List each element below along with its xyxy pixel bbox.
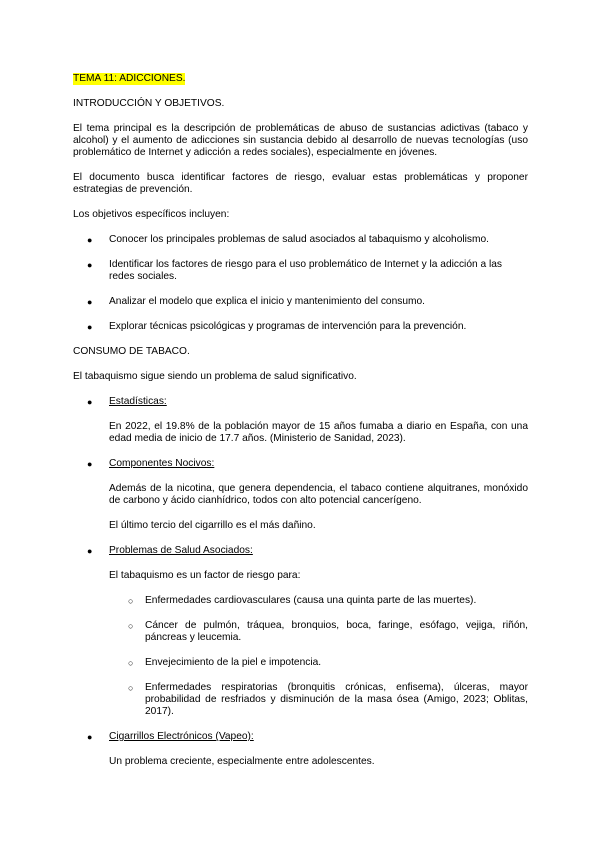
objective-text: Explorar técnicas psicológicas y programas de intervención para la prevención. [109,321,467,332]
section-label: Componentes Nocivos: [109,458,215,469]
document-content [73,73,528,768]
tabaco-sections [73,396,528,408]
objectives-intro: Los objetivos específicos incluyen: [73,209,230,220]
tabaco-intro: El tabaquismo sigue siendo un problema de salud significativo. [73,371,357,382]
section-problemas [73,545,528,557]
objectives-list [73,234,528,333]
intro-paragraph-1: El tema principal es la descripción de problemáticas de abuso de sustancias adictivas (tabaco y alcohol) y el aumento de adicciones sin sustancia debido al desarrollo de nuevas tecnologías (uso problemático de Internet y adicción a redes sociales), especialmente en jóvenes. [73,123,528,158]
section-list [73,731,528,743]
list-item [73,682,528,718]
bullet-icon: ● [87,732,93,742]
objective-text: Analizar el modelo que explica el inicio y mantenimiento del consumo. [109,296,425,307]
problema-text: Envejecimiento de la piel e impotencia. [145,657,322,668]
tabaco-heading: CONSUMO DE TABACO. [73,346,190,357]
bullet-icon: ● [87,459,93,469]
section-list [73,458,528,470]
problema-text: Enfermedades cardiovasculares (causa una quinta parte de las muertes). [145,595,477,606]
nocivos-text-1: Además de la nicotina, que genera dependencia, el tabaco contiene alquitranes, monóxido de carbono y ácido cianhídrico, todos con alto potencial cancerígeno. [109,483,528,506]
list-item [73,234,528,246]
section-list [73,545,528,557]
intro-paragraph-2: El documento busca identificar factores de riesgo, evaluar estas problemáticas y proponer estrategias de prevención. [73,172,528,195]
problemas-intro: El tabaquismo es un factor de riesgo para: [109,570,301,581]
list-item [73,595,528,607]
section-label: Problemas de Salud Asociados: [109,545,253,556]
bullet-icon: ● [87,397,93,407]
section-estadisticas [73,396,528,408]
section-label: Estadísticas: [109,396,167,407]
bullet-icon: ● [87,322,93,332]
title-highlight: TEMA 11: ADICCIONES. [73,73,186,84]
problema-text: Cáncer de pulmón, tráquea, bronquios, boca, faringe, esófago, vejiga, riñón, páncreas y leucemia. [145,620,528,643]
bullet-icon: ● [87,546,93,556]
list-item [73,259,528,283]
circle-bullet-icon: ○ [128,658,134,668]
circle-bullet-icon: ○ [128,621,134,631]
intro-heading: INTRODUCCIÓN Y OBJETIVOS. [73,98,225,109]
section-nocivos [73,458,528,470]
objective-text: Conocer los principales problemas de salud asociados al tabaquismo y alcoholismo. [109,234,489,245]
bullet-icon: ● [87,235,93,245]
document-title [73,73,528,85]
list-item [73,296,528,308]
bullet-icon: ● [87,297,93,307]
list-item [73,657,528,669]
vapeo-text: Un problema creciente, especialmente entre adolescentes. [109,756,375,767]
bullet-icon: ● [87,260,93,270]
problema-text: Enfermedades respiratorias (bronquitis crónicas, enfisema), úlceras, mayor probabilidad de resfriados y disminución de la masa ósea (Amigo, 2023; Oblitas, 2017). [145,682,528,717]
objective-text: Identificar los factores de riesgo para el uso problemático de Internet y la adicción a las redes sociales. [109,259,502,282]
estadisticas-text: En 2022, el 19.8% de la población mayor de 15 años fumaba a diario en España, con una edad media de inicio de 17.7 años. (Ministerio de Sanidad, 2023). [109,421,528,444]
problemas-list [73,595,528,718]
section-vapeo [73,731,528,743]
section-label: Cigarrillos Electrónicos (Vapeo): [109,731,254,742]
circle-bullet-icon: ○ [128,596,134,606]
list-item [73,620,528,644]
circle-bullet-icon: ○ [128,683,134,693]
nocivos-text-2: El último tercio del cigarrillo es el más dañino. [109,520,316,531]
list-item [73,321,528,333]
